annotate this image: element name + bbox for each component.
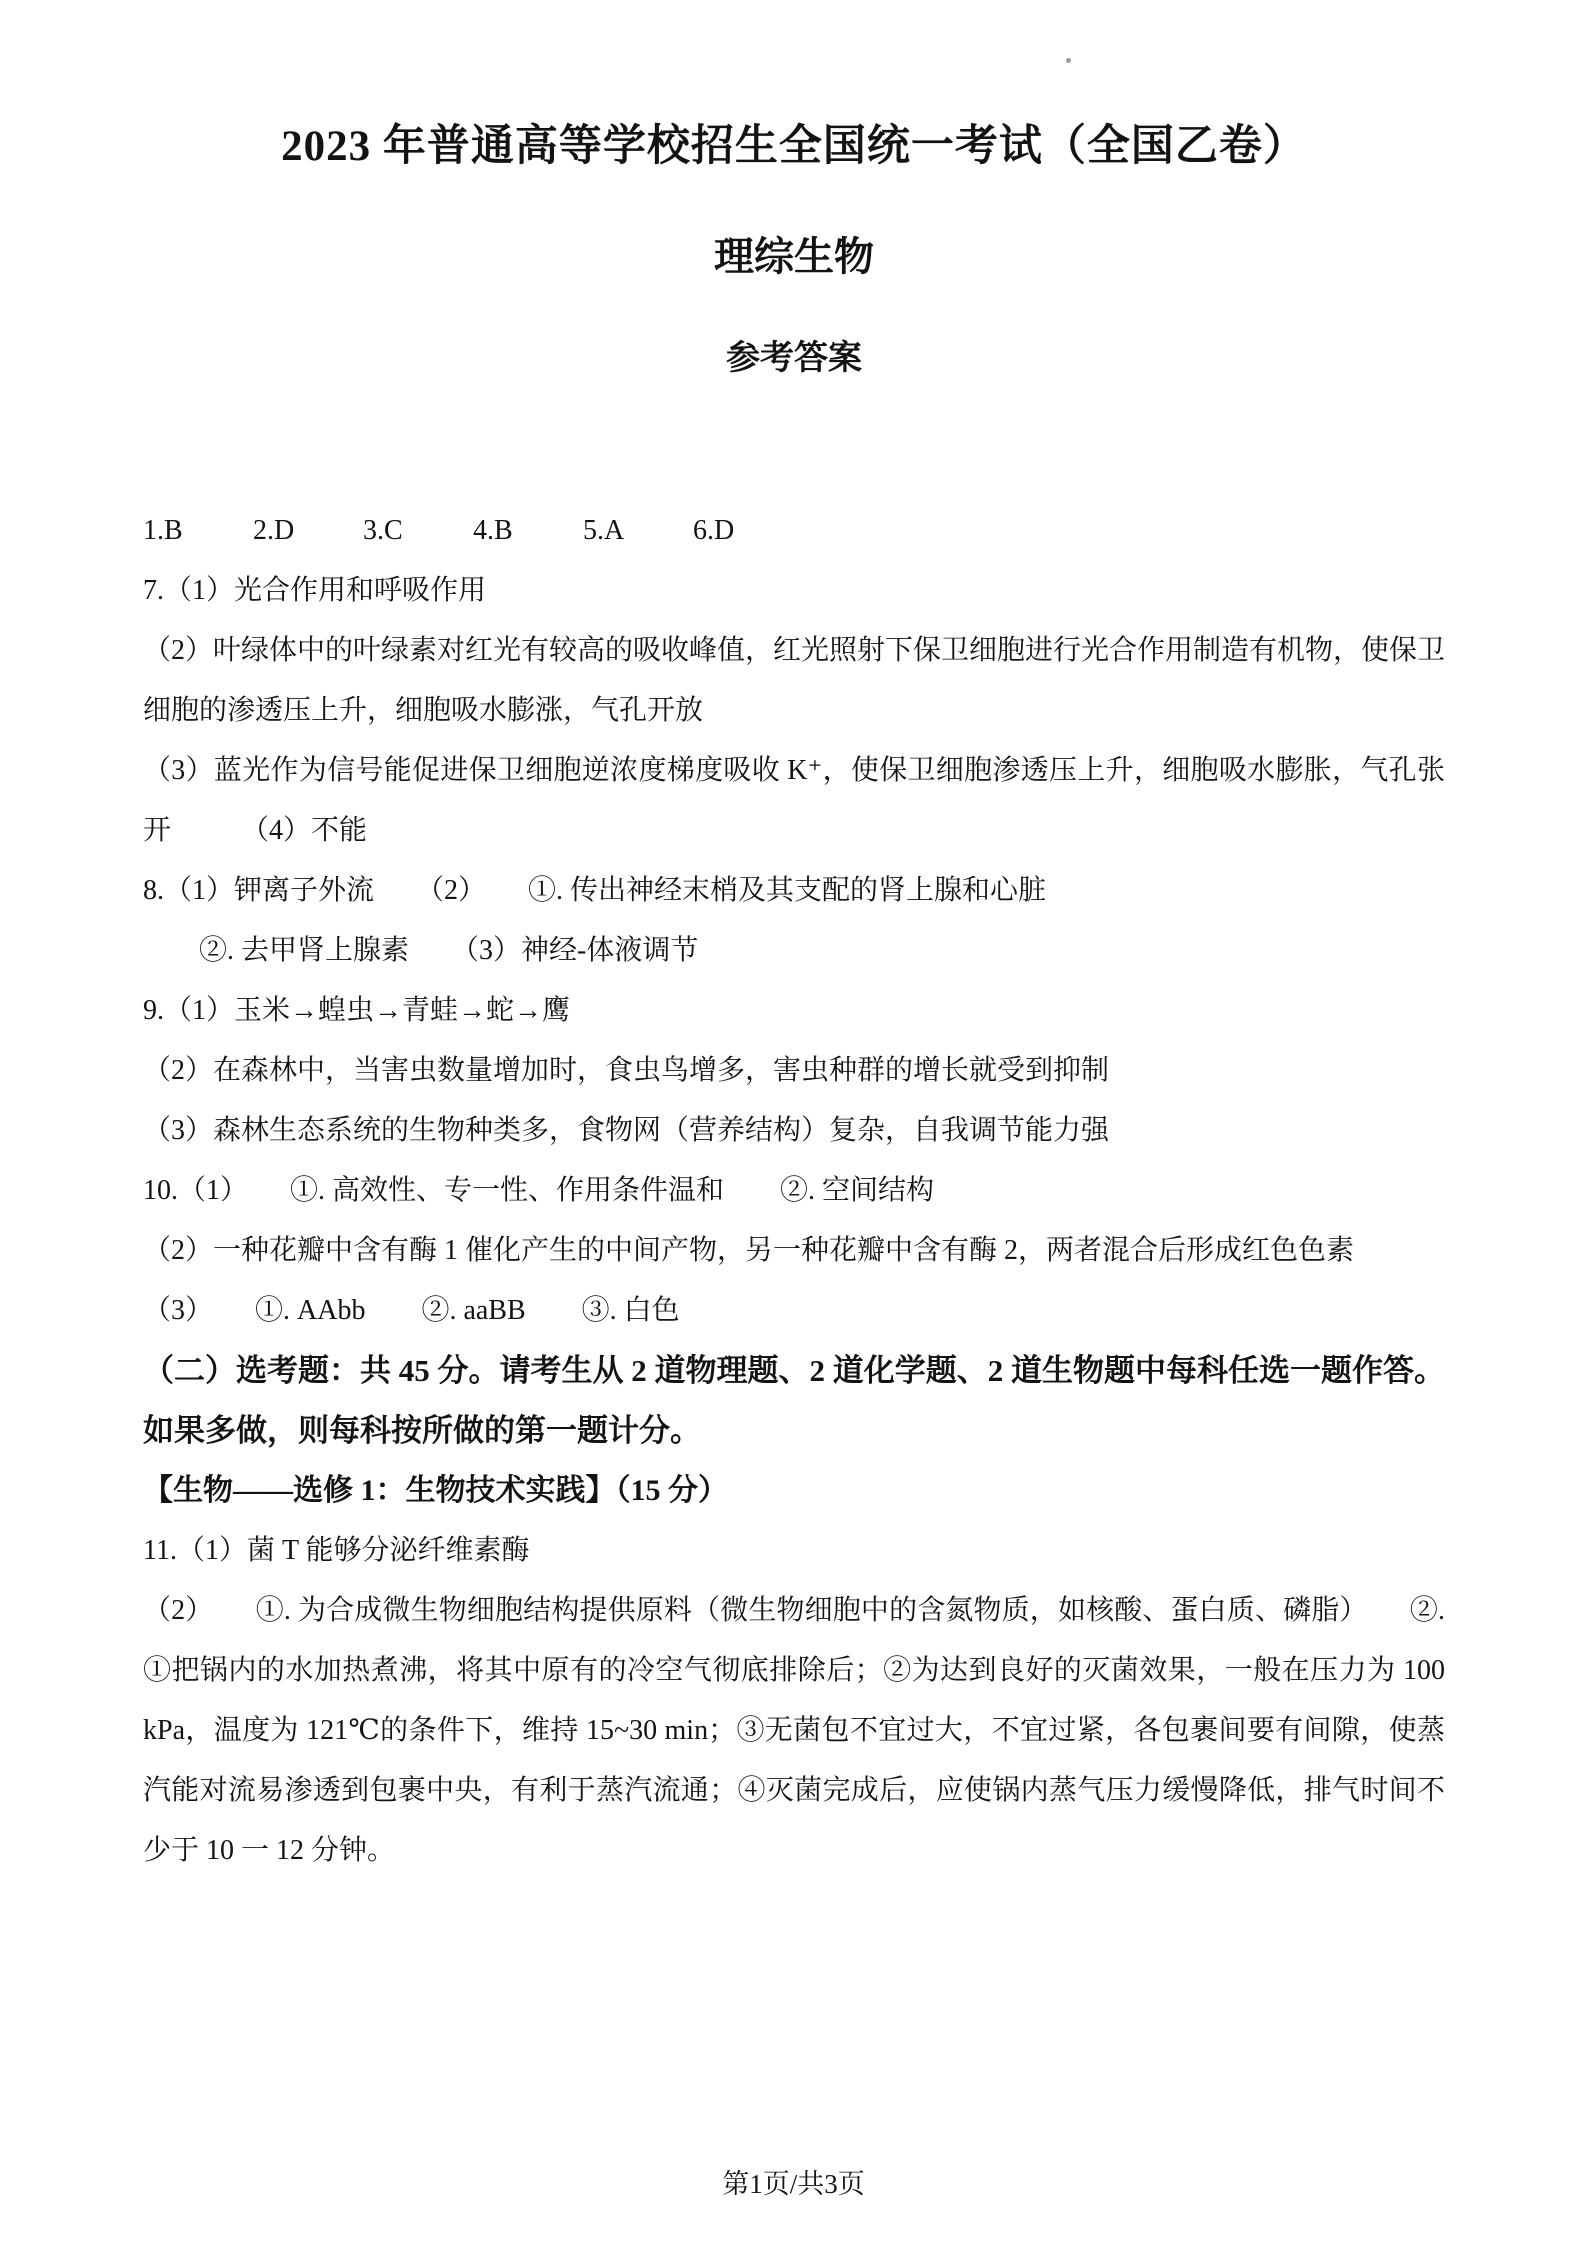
choice-answer-4: 4.B: [473, 515, 513, 546]
choice-answer-1: 1.B: [143, 515, 183, 546]
answer-q11-part1: 11.（1）菌 T 能够分泌纤维素酶: [143, 1535, 530, 1566]
page-footer: 第1页/共3页: [722, 2169, 865, 2199]
choice-answer-5: 5.A: [583, 515, 625, 546]
answer-q7-part1: 7.（1）光合作用和呼吸作用: [143, 575, 487, 606]
section-two-intro: （二）选考题：共 45 分。请考生从 2 道物理题、2 道化学题、2 道生物题中每科任选一题作答。如果多做，则每科按所做的第一题计分。: [143, 1353, 1445, 1448]
answer-q10-part3: （3） ①. AAbb ②. aaBB ③. 白色: [143, 1295, 680, 1326]
answer-q10-part2: （2）一种花瓣中含有酶 1 催化产生的中间产物，另一种花瓣中含有酶 2，两者混合后形成红色色素: [143, 1235, 1355, 1266]
choice-answers-row: [143, 501, 1445, 561]
section-heading: 参考答案: [726, 340, 862, 377]
stray-mark: [1066, 58, 1071, 63]
answer-q9-part1: 9.（1）玉米→蝗虫→青蛙→蛇→鹰: [143, 995, 571, 1026]
answer-q7-part3-4: （3）蓝光作为信号能促进保卫细胞逆浓度梯度吸收 K⁺，使保卫细胞渗透压上升，细胞吸水膨胀，气孔张开 （4）不能: [143, 755, 1445, 846]
answer-q10-part1: 10.（1） ①. 高效性、专一性、作用条件温和 ②. 空间结构: [143, 1175, 935, 1206]
answer-q11-part2: （2） ①. 为合成微生物细胞结构提供原料（微生物细胞中的含氮物质，如核酸、蛋白质、磷脂） ②. ①把锅内的水加热煮沸，将其中原有的冷空气彻底排除后；②为达到良好的灭菌效果，一般在压力为 100 kPa，温度为 121℃的条件下，维持 15~30 min；③无菌包不宜过大，不宜过紧，各包裹间要有间隙，使蒸汽能对流易渗透到包裹中央，有利于蒸汽流通；④灭菌完成后，应使锅内蒸气压力缓慢降低，排气时间不少于 10 一 12 分钟。: [143, 1595, 1445, 1866]
choice-answer-6: 6.D: [693, 515, 735, 546]
answer-q7-part2: （2）叶绿体中的叶绿素对红光有较高的吸收峰值，红光照射下保卫细胞进行光合作用制造有机物，使保卫细胞的渗透压上升，细胞吸水膨涨，气孔开放: [143, 635, 1446, 726]
answer-q8-part1: 8.（1）钾离子外流 （2） ①. 传出神经末梢及其支配的肾上腺和心脏: [143, 875, 1047, 906]
choice-answer-2: 2.D: [253, 515, 295, 546]
answer-q8-part2: ②. 去甲肾上腺素 （3）神经-体液调节: [199, 935, 699, 966]
module-heading: 【生物——选修 1：生物技术实践】（15 分）: [143, 1474, 728, 1507]
choice-answer-3: 3.C: [363, 515, 403, 546]
answer-q9-part3: （3）森林生态系统的生物种类多，食物网（营养结构）复杂，自我调节能力强: [143, 1115, 1110, 1146]
answer-q9-part2: （2）在森林中，当害虫数量增加时，食虫鸟增多，害虫种群的增长就受到抑制: [143, 1055, 1110, 1086]
page-title: 2023 年普通高等学校招生全国统一考试（全国乙卷）: [281, 123, 1307, 170]
subject-title: 理综生物: [714, 234, 874, 279]
